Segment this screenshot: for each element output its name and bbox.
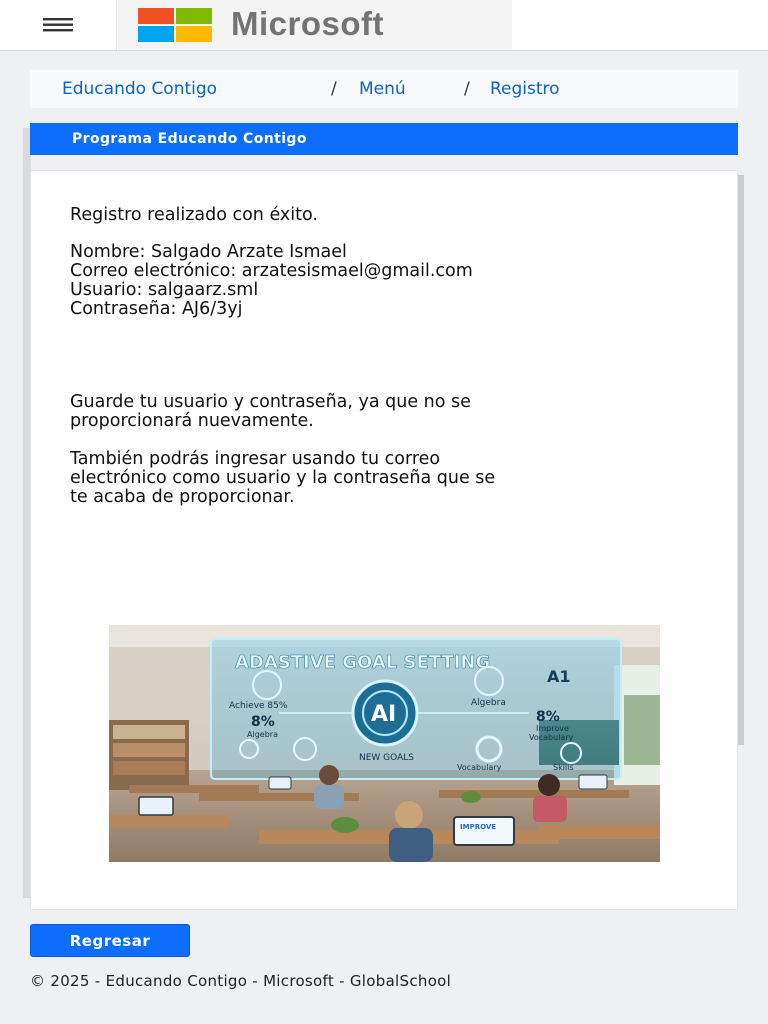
footer-copyright: © 2025 - Educando Contigo - Microsoft - GlobalSchool — [30, 972, 452, 990]
svg-text:AI: AI — [371, 702, 397, 727]
breadcrumb-separator: / — [464, 79, 470, 99]
classroom-ai-image — [109, 625, 660, 862]
logo-blue-square — [138, 26, 174, 42]
svg-text:Skills: Skills — [553, 763, 574, 772]
registration-card — [30, 170, 738, 910]
username-line: Usuario: salgaarz.sml — [70, 280, 259, 300]
hamburger-menu-icon — [43, 18, 73, 32]
warning-line-2: proporcionará nuevamente. — [70, 411, 314, 431]
svg-text:ADASTIVE GOAL SETTING: ADASTIVE GOAL SETTING — [235, 652, 491, 673]
svg-text:Algebra: Algebra — [471, 698, 506, 708]
svg-text:8%: 8% — [536, 709, 560, 725]
svg-text:IMPROVE: IMPROVE — [460, 823, 497, 831]
password-line: Contraseña: AJ6/3yj — [70, 299, 243, 319]
breadcrumb-menu[interactable]: Menú — [359, 79, 406, 99]
logo-red-square — [138, 8, 174, 24]
svg-text:NEW GOALS: NEW GOALS — [359, 753, 414, 763]
warning-line-1: Guarde tu usuario y contraseña, ya que no se — [70, 392, 471, 412]
adaptive-goal-setting-illustration — [109, 625, 660, 862]
breadcrumb-educando-contigo[interactable]: Educando Contigo — [62, 79, 218, 99]
panel-shadow — [738, 175, 744, 745]
svg-text:A1: A1 — [547, 667, 571, 686]
breadcrumb — [30, 70, 738, 108]
breadcrumb-separator: / — [331, 79, 337, 99]
logo-green-square — [176, 8, 212, 24]
info-line-1: También podrás ingresar usando tu correo — [70, 449, 441, 469]
svg-text:Vocabulary: Vocabulary — [457, 763, 502, 772]
name-line: Nombre: Salgado Arzate Ismael — [70, 242, 347, 262]
info-line-2: electrónico como usuario y la contraseña que se — [70, 468, 496, 488]
panel-title: Programa Educando Contigo — [30, 123, 738, 155]
svg-text:8%: 8% — [251, 714, 275, 730]
svg-text:Improve: Improve — [536, 724, 569, 733]
top-navbar — [0, 0, 768, 51]
svg-text:Algebra: Algebra — [247, 730, 278, 739]
svg-text:Vocabulary: Vocabulary — [529, 733, 574, 742]
info-line-3: te acaba de proporcionar. — [70, 487, 295, 507]
success-message: Registro realizado con éxito. — [70, 205, 318, 225]
microsoft-brand[interactable] — [118, 0, 512, 50]
svg-text:Achieve 85%: Achieve 85% — [229, 701, 288, 711]
logo-yellow-square — [176, 26, 212, 42]
brand-name: Microsoft — [231, 5, 384, 42]
microsoft-logo-icon — [138, 8, 212, 41]
breadcrumb-registro[interactable]: Registro — [490, 79, 560, 99]
menu-toggle-button[interactable] — [0, 0, 117, 50]
email-line: Correo electrónico: arzatesismael@gmail.com — [70, 261, 473, 281]
regresar-button[interactable]: Regresar — [30, 924, 190, 957]
